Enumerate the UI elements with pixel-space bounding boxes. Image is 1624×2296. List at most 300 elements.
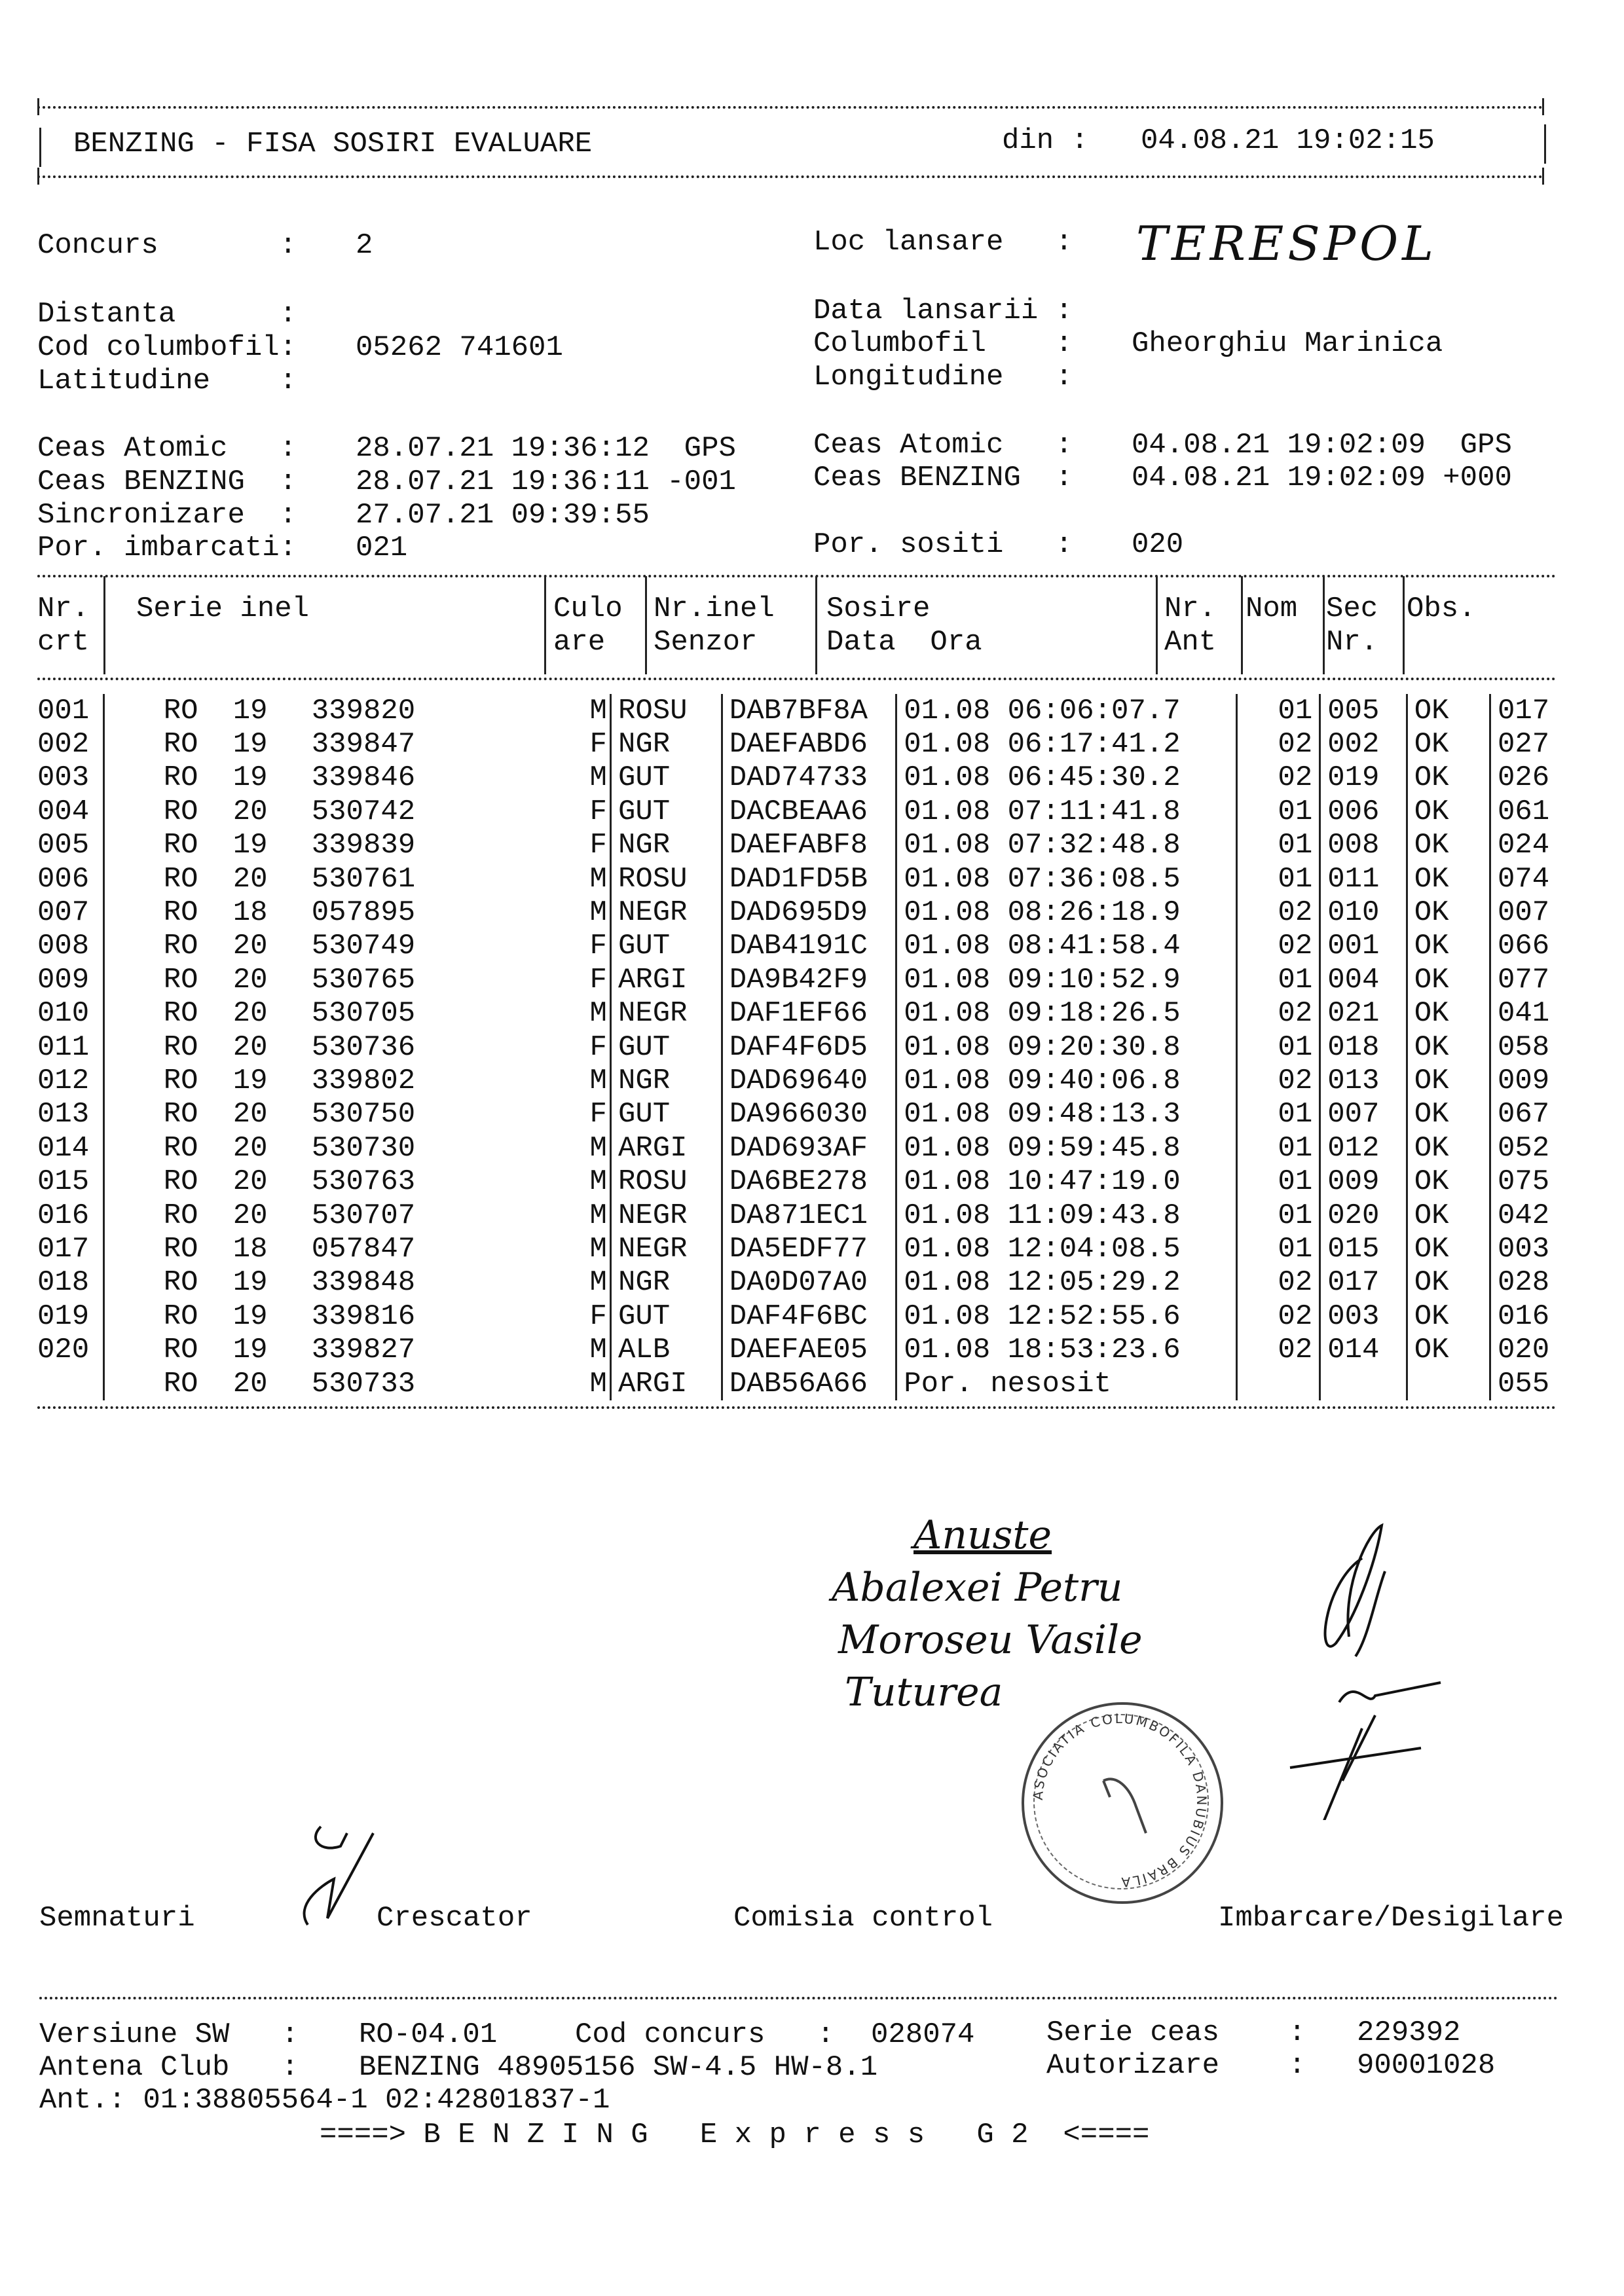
sositi-label: Por. sositi : — [813, 528, 1073, 561]
row-ring-series — [103, 1266, 610, 1300]
row-ring-series — [103, 1333, 610, 1366]
ring-year: 20 — [232, 1030, 268, 1064]
ceas-benzing-start-value: 28.07.21 19:36:11 -001 — [356, 465, 736, 498]
row-arrival: 01.08 06:45:30.2 — [896, 761, 1237, 795]
row-color: GUT — [610, 795, 722, 828]
row-sec: OK — [1407, 795, 1490, 828]
ring-sex: M — [589, 1165, 607, 1199]
row-color: ALB — [610, 1333, 722, 1366]
cod-columbofil-label: Cod columbofil: — [37, 331, 297, 364]
ring-year: 19 — [232, 1334, 268, 1367]
row-sec: OK — [1407, 1333, 1490, 1366]
row-sensor: DA6BE278 — [722, 1165, 896, 1198]
ring-number: 530707 — [311, 1199, 416, 1232]
col-header-culoare-2: are — [553, 626, 606, 659]
ring-year: 20 — [232, 1098, 268, 1131]
ring-sex: M — [589, 694, 607, 727]
row-obs: 009 — [1490, 1064, 1624, 1097]
serie-ceas-value: 229392 — [1357, 2016, 1461, 2049]
row-obs: 017 — [1490, 694, 1624, 727]
row-nr: 007 — [37, 896, 90, 930]
ceas-benzing-start-label: Ceas BENZING : — [37, 465, 297, 498]
row-nom — [1320, 1367, 1407, 1400]
row-arrival: 01.08 09:10:52.9 — [896, 963, 1237, 996]
row-arrival: 01.08 10:47:19.0 — [896, 1165, 1237, 1198]
row-nr: 020 — [37, 1334, 90, 1367]
row-nr: 002 — [37, 728, 90, 761]
row-ring-series — [103, 1367, 610, 1400]
row-ring-series — [103, 727, 610, 761]
ring-sex: M — [589, 1266, 607, 1300]
table-row — [37, 1064, 1624, 1097]
row-nom: 011 — [1320, 862, 1407, 896]
row-color: NEGR — [610, 1199, 722, 1232]
row-antenna: 02 — [1237, 930, 1320, 963]
row-obs: 041 — [1490, 997, 1624, 1030]
row-ring-series — [103, 997, 610, 1030]
ring-number: 339846 — [311, 761, 416, 795]
table-row — [37, 1131, 1624, 1165]
table-row — [37, 795, 1624, 828]
row-sensor: DA9B42F9 — [722, 963, 896, 996]
ring-number: 530742 — [311, 795, 416, 828]
row-sensor: DAF4F6BC — [722, 1300, 896, 1333]
row-arrival: Por. nesosit — [896, 1367, 1237, 1400]
ring-country: RO — [163, 795, 198, 828]
row-ring-series — [103, 1165, 610, 1198]
ring-sex: M — [589, 1334, 607, 1367]
row-color: NEGR — [610, 1232, 722, 1266]
col-header-sosire-1: Sosire — [826, 592, 931, 625]
ring-country: RO — [163, 997, 198, 1030]
ring-sex: F — [589, 1098, 607, 1131]
col-header-sec-2: Nr. — [1326, 626, 1378, 659]
row-nr: 010 — [37, 997, 90, 1030]
row-antenna: 02 — [1237, 1300, 1320, 1333]
ring-sex: M — [589, 761, 607, 795]
ring-country: RO — [163, 1098, 198, 1131]
comisia-label: Comisia control — [733, 1902, 993, 1935]
row-sec: OK — [1407, 1300, 1490, 1333]
handwritten-name: Anuste — [913, 1512, 1052, 1558]
document-title: BENZING - FISA SOSIRI EVALUARE — [73, 128, 593, 160]
row-nr: 013 — [37, 1098, 90, 1131]
ring-country: RO — [163, 896, 198, 930]
row-ring-series — [103, 930, 610, 963]
row-antenna: 02 — [1237, 761, 1320, 795]
ring-sex: F — [589, 930, 607, 963]
ring-country: RO — [163, 963, 198, 996]
table-header-rule — [37, 678, 1557, 680]
cod-columbofil-value: 05262 741601 — [356, 331, 563, 364]
versiune-label: Versiune SW : — [39, 2018, 299, 2051]
ring-number: 339816 — [311, 1300, 416, 1333]
col-header-ant-1: Nr. — [1164, 592, 1217, 625]
ring-country: RO — [163, 1367, 198, 1400]
col-header-nr: Nr. — [37, 592, 90, 625]
ring-year: 20 — [232, 1199, 268, 1232]
table-row — [37, 1165, 1624, 1198]
table-bottom-rule — [37, 1406, 1557, 1409]
col-divider — [1241, 576, 1243, 674]
row-arrival: 01.08 06:17:41.2 — [896, 727, 1237, 761]
table-row — [37, 930, 1624, 963]
row-color: GUT — [610, 1030, 722, 1064]
col-header-culoare-1: Culo — [553, 592, 623, 625]
row-color: NEGR — [610, 896, 722, 929]
row-obs: 055 — [1490, 1367, 1624, 1400]
row-antenna: 01 — [1237, 1098, 1320, 1131]
ring-country: RO — [163, 1064, 198, 1097]
row-nom: 012 — [1320, 1131, 1407, 1165]
svg-text:ASOCIATIA COLUMBOFILA DANUBIUS — [1030, 1711, 1209, 1890]
row-sec: OK — [1407, 1098, 1490, 1131]
row-antenna: 01 — [1237, 1232, 1320, 1266]
antena-value: BENZING 48905156 SW-4.5 HW-8.1 — [359, 2051, 878, 2084]
col-divider — [815, 576, 817, 674]
imbarcati-value: 021 — [356, 532, 408, 564]
row-nr: 011 — [37, 1030, 90, 1064]
table-row — [37, 1098, 1624, 1131]
columbofil-value: Gheorghiu Marinica — [1132, 327, 1443, 360]
row-color: ROSU — [610, 862, 722, 896]
ring-country: RO — [163, 862, 198, 896]
row-color: GUT — [610, 1098, 722, 1131]
row-sec: OK — [1407, 1165, 1490, 1198]
ring-country: RO — [163, 1165, 198, 1199]
row-nr: 009 — [37, 963, 90, 996]
row-color: GUT — [610, 1300, 722, 1333]
row-arrival: 01.08 06:06:07.7 — [896, 694, 1237, 727]
loc-lansare-handwritten: TERESPOL — [1136, 216, 1437, 271]
columbofil-label: Columbofil : — [813, 327, 1073, 360]
row-ring-series — [103, 862, 610, 896]
row-arrival: 01.08 08:41:58.4 — [896, 930, 1237, 963]
col-header-obs: Obs. — [1407, 592, 1476, 625]
row-antenna: 01 — [1237, 1199, 1320, 1232]
col-divider — [1323, 576, 1325, 674]
row-antenna: 01 — [1237, 862, 1320, 896]
row-sensor: DA871EC1 — [722, 1199, 896, 1232]
table-row — [37, 862, 1624, 896]
ring-sex: M — [589, 1199, 607, 1232]
row-arrival: 01.08 09:40:06.8 — [896, 1064, 1237, 1097]
row-nr: 001 — [37, 694, 90, 727]
row-obs: 028 — [1490, 1266, 1624, 1300]
crescator-label: Crescator — [377, 1902, 532, 1935]
row-obs: 020 — [1490, 1333, 1624, 1366]
footer-rule — [39, 1997, 1559, 1999]
corner-mark — [1542, 168, 1544, 185]
row-obs: 007 — [1490, 896, 1624, 929]
row-obs: 061 — [1490, 795, 1624, 828]
row-nom: 018 — [1320, 1030, 1407, 1064]
col-header-ant-2: Ant — [1164, 626, 1217, 659]
row-ring-series — [103, 1232, 610, 1266]
row-sec: OK — [1407, 829, 1490, 862]
row-arrival: 01.08 09:20:30.8 — [896, 1030, 1237, 1064]
row-obs: 016 — [1490, 1300, 1624, 1333]
ring-number: 339802 — [311, 1064, 416, 1097]
ring-number: 530749 — [311, 930, 416, 963]
ring-number: 339820 — [311, 694, 416, 727]
row-antenna: 01 — [1237, 829, 1320, 862]
ring-year: 20 — [232, 997, 268, 1030]
row-sensor: DA5EDF77 — [722, 1232, 896, 1266]
row-antenna: 01 — [1237, 1030, 1320, 1064]
ring-year: 20 — [232, 963, 268, 996]
ring-number: 530750 — [311, 1098, 416, 1131]
row-sec: OK — [1407, 1064, 1490, 1097]
row-sec: OK — [1407, 727, 1490, 761]
ring-number: 530730 — [311, 1131, 416, 1165]
row-sensor: DACBEAA6 — [722, 795, 896, 828]
row-sensor: DAF4F6D5 — [722, 1030, 896, 1064]
row-nr: 003 — [37, 761, 90, 795]
header-top-rule — [37, 106, 1543, 109]
table-row — [37, 1266, 1624, 1300]
row-antenna: 01 — [1237, 795, 1320, 828]
stamp-text-path: ASOCIATIA COLUMBOFILA DANUBIUS BRAILA — [1029, 1710, 1210, 1891]
ring-sex: M — [589, 997, 607, 1030]
row-sec: OK — [1407, 963, 1490, 996]
row-nom: 002 — [1320, 727, 1407, 761]
row-sensor: DAD1FD5B — [722, 862, 896, 896]
loc-lansare-label: Loc lansare : — [813, 226, 1073, 259]
concurs-value: 2 — [356, 229, 373, 262]
row-sensor: DAD695D9 — [722, 896, 896, 929]
row-color: ARGI — [610, 1131, 722, 1165]
row-sensor: DAD74733 — [722, 761, 896, 795]
row-sensor: DAD693AF — [722, 1131, 896, 1165]
ring-number: 057847 — [311, 1232, 416, 1266]
ring-country: RO — [163, 694, 198, 727]
ring-number: 530733 — [311, 1367, 416, 1400]
row-color: NGR — [610, 829, 722, 862]
ring-number: 339839 — [311, 829, 416, 862]
row-ring-series — [103, 1098, 610, 1131]
row-sec: OK — [1407, 997, 1490, 1030]
row-sec: OK — [1407, 862, 1490, 896]
ring-sex: M — [589, 1367, 607, 1400]
row-nr: 016 — [37, 1199, 90, 1232]
distanta-label: Distanta : — [37, 298, 297, 331]
row-arrival: 01.08 09:59:45.8 — [896, 1131, 1237, 1165]
row-sec: OK — [1407, 1030, 1490, 1064]
row-arrival: 01.08 07:36:08.5 — [896, 862, 1237, 896]
row-obs: 026 — [1490, 761, 1624, 795]
col-divider — [1156, 576, 1158, 674]
row-ring-series — [103, 1064, 610, 1097]
row-nom: 005 — [1320, 694, 1407, 727]
table-row — [37, 997, 1624, 1030]
club-stamp-text — [1022, 1702, 1218, 1899]
table-top-rule — [37, 575, 1557, 577]
row-sensor: DAB4191C — [722, 930, 896, 963]
row-sensor: DAEFABD6 — [722, 727, 896, 761]
ceas-atomic-end-label: Ceas Atomic : — [813, 429, 1073, 462]
cod-concurs-label: Cod concurs : — [575, 2018, 835, 2051]
row-ring-series — [103, 1131, 610, 1165]
row-nr: 014 — [37, 1131, 90, 1165]
imbarcare-label: Imbarcare/Desigilare — [1218, 1902, 1564, 1935]
ring-year: 20 — [232, 1367, 268, 1400]
ring-number: 530736 — [311, 1030, 416, 1064]
row-sensor: DA0D07A0 — [722, 1266, 896, 1300]
row-antenna: 01 — [1237, 1165, 1320, 1198]
row-color: ROSU — [610, 694, 722, 727]
handwritten-name: Abalexei Petru — [832, 1565, 1123, 1611]
row-nom: 003 — [1320, 1300, 1407, 1333]
report-date-label: din : — [1002, 124, 1089, 157]
row-nr: 005 — [37, 829, 90, 862]
semnaturi-label: Semnaturi — [39, 1902, 195, 1935]
latitudine-label: Latitudine : — [37, 365, 297, 397]
row-nom: 009 — [1320, 1165, 1407, 1198]
table-row — [37, 829, 1624, 862]
row-color: NGR — [610, 727, 722, 761]
ring-number: 339847 — [311, 728, 416, 761]
ring-sex: M — [589, 1064, 607, 1097]
ceas-atomic-start-value: 28.07.21 19:36:12 GPS — [356, 432, 736, 465]
row-nom: 001 — [1320, 930, 1407, 963]
col-header-serie: Serie inel — [136, 592, 310, 625]
ring-sex: F — [589, 1030, 607, 1064]
row-nom: 013 — [1320, 1064, 1407, 1097]
corner-mark — [37, 98, 39, 115]
row-ring-series — [103, 1199, 610, 1232]
cod-concurs-value: 028074 — [871, 2018, 975, 2051]
versiune-value: RO-04.01 — [359, 2018, 498, 2051]
sincronizare-label: Sincronizare : — [37, 499, 297, 532]
row-nr: 008 — [37, 930, 90, 963]
ring-year: 19 — [232, 1300, 268, 1333]
row-sensor: DAF1EF66 — [722, 997, 896, 1030]
row-sec: OK — [1407, 930, 1490, 963]
row-color: NEGR — [610, 997, 722, 1030]
ring-country: RO — [163, 761, 198, 795]
device-banner: ====> B E N Z I N G E x p r e s s G 2 <==== — [320, 2119, 1150, 2151]
data-lansarii-label: Data lansarii : — [813, 295, 1073, 327]
row-nr: 012 — [37, 1064, 90, 1097]
row-nr: 019 — [37, 1300, 90, 1333]
row-obs: 052 — [1490, 1131, 1624, 1165]
ring-country: RO — [163, 1334, 198, 1367]
ring-number: 530765 — [311, 963, 416, 996]
concurs-label: Concurs : — [37, 229, 297, 262]
row-sec: OK — [1407, 1266, 1490, 1300]
header-bottom-rule — [37, 175, 1543, 178]
row-color: GUT — [610, 930, 722, 963]
col-header-sec-1: Sec — [1326, 592, 1378, 625]
table-row — [37, 727, 1624, 761]
col-header-sosire-2: Data Ora — [826, 626, 982, 659]
row-arrival: 01.08 08:26:18.9 — [896, 896, 1237, 929]
ring-year: 19 — [232, 728, 268, 761]
ring-year: 20 — [232, 930, 268, 963]
table-row — [37, 1199, 1624, 1232]
row-sec — [1407, 1367, 1490, 1400]
ceas-benzing-end-value: 04.08.21 19:02:09 +000 — [1132, 462, 1512, 494]
row-sensor: DAEFABF8 — [722, 829, 896, 862]
row-ring-series — [103, 694, 610, 727]
row-nom: 019 — [1320, 761, 1407, 795]
row-arrival: 01.08 12:52:55.6 — [896, 1300, 1237, 1333]
ring-country: RO — [163, 1030, 198, 1064]
ring-number: 530763 — [311, 1165, 416, 1199]
ring-year: 19 — [232, 1266, 268, 1300]
row-antenna: 02 — [1237, 997, 1320, 1030]
row-ring-series — [103, 963, 610, 996]
row-sensor: DAEFAE05 — [722, 1333, 896, 1366]
ring-year: 19 — [232, 761, 268, 795]
table-row — [37, 1030, 1624, 1064]
report-date-value: 04.08.21 19:02:15 — [1141, 124, 1435, 157]
row-nom: 007 — [1320, 1098, 1407, 1131]
row-antenna: 01 — [1237, 963, 1320, 996]
ring-year: 20 — [232, 862, 268, 896]
row-arrival: 01.08 07:32:48.8 — [896, 829, 1237, 862]
row-sensor: DAD69640 — [722, 1064, 896, 1097]
ring-number: 339827 — [311, 1334, 416, 1367]
row-nr: 015 — [37, 1165, 90, 1199]
row-arrival: 01.08 18:53:23.6 — [896, 1333, 1237, 1366]
row-obs: 058 — [1490, 1030, 1624, 1064]
row-sec: OK — [1407, 1131, 1490, 1165]
row-arrival: 01.08 12:05:29.2 — [896, 1266, 1237, 1300]
imbarcati-label: Por. imbarcati: — [37, 532, 297, 564]
ring-country: RO — [163, 930, 198, 963]
ceas-benzing-end-label: Ceas BENZING : — [813, 462, 1073, 494]
ring-country: RO — [163, 1300, 198, 1333]
row-antenna: 02 — [1237, 727, 1320, 761]
row-obs: 066 — [1490, 930, 1624, 963]
row-sensor: DA966030 — [722, 1098, 896, 1131]
row-color: ARGI — [610, 963, 722, 996]
ring-sex: F — [589, 795, 607, 828]
ring-sex: M — [589, 1232, 607, 1266]
ring-year: 20 — [232, 795, 268, 828]
row-ring-series — [103, 1300, 610, 1333]
row-antenna: 01 — [1237, 1131, 1320, 1165]
row-obs: 077 — [1490, 963, 1624, 996]
ring-country: RO — [163, 1199, 198, 1232]
row-nr: 018 — [37, 1266, 90, 1300]
row-ring-series — [103, 896, 610, 929]
row-nom: 008 — [1320, 829, 1407, 862]
ring-number: 530761 — [311, 862, 416, 896]
ring-sex: M — [589, 862, 607, 896]
row-nom: 020 — [1320, 1199, 1407, 1232]
table-row — [37, 1367, 1624, 1400]
ring-country: RO — [163, 728, 198, 761]
antena-label: Antena Club : — [39, 2051, 299, 2084]
ring-year: 20 — [232, 1165, 268, 1199]
table-row — [37, 1300, 1624, 1333]
row-ring-series — [103, 795, 610, 828]
corner-mark — [37, 168, 39, 185]
col-divider — [103, 576, 105, 674]
ring-number: 057895 — [311, 896, 416, 930]
arrivals-table — [37, 694, 1624, 1400]
ring-year: 18 — [232, 896, 268, 930]
handwritten-name: Tuturea — [845, 1669, 1003, 1715]
ceas-atomic-start-label: Ceas Atomic : — [37, 432, 297, 465]
col-header-senzor-1: Nr.inel — [654, 592, 775, 625]
ring-country: RO — [163, 1131, 198, 1165]
row-sensor: DAB7BF8A — [722, 694, 896, 727]
row-nr: 004 — [37, 795, 90, 828]
